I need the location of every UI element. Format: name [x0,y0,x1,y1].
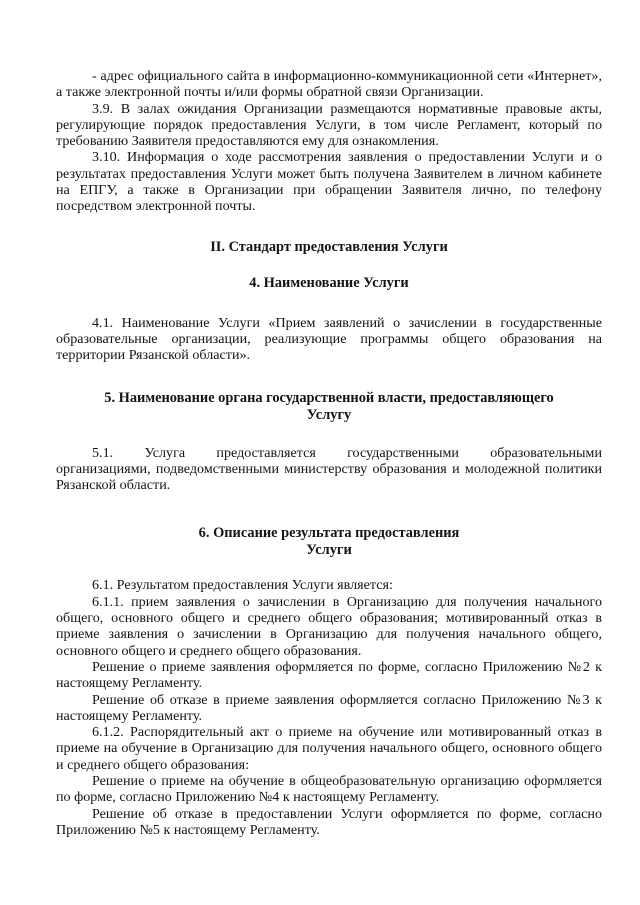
heading-6 [56,525,602,559]
heading-6-line1: 6. Описание результата предоставления [198,525,460,542]
paragraph-6-1: 6.1. Результатом предоставления Услуги является: [92,577,393,594]
heading-6-line2: Услуги [306,542,352,559]
heading-5-line1: 5. Наименование органа государственной власти, предоставляющего [104,389,554,406]
paragraph-decision-enroll: Решение о приеме на обучение в общеобразовательную организацию оформляется по форме, согласно Приложению №4 к настоящему Регламенту. [56,773,602,806]
paragraph-decision-reject: Решение об отказе в приеме заявления оформляется согласно Приложению №3 к настоящему Регламенту. [56,691,602,724]
document-body [56,68,606,838]
paragraph-4-1: 4.1. Наименование Услуги «Прием заявлений о зачислении в государственные образовательные организации, реализующие программы общего образования на территории Рязанской области». [56,314,602,364]
heading-4: 4. Наименование Услуги [249,274,409,291]
paragraph-3-9: 3.9. В залах ожидания Организации размещаются нормативные правовые акты, регулирующие порядок предоставления Услуги, в том числе Регламент, который по требованию Заявителя предоставляются ему для ознакомления. [56,100,602,150]
paragraph-decision-refuse-service: Решение об отказе в предоставлении Услуги оформляется по форме, согласно Приложению №5 к настоящему Регламенту. [56,805,602,838]
paragraph-decision-accept: Решение о приеме заявления оформляется по форме, согласно Приложению №2 к настоящему Регламенту. [56,658,602,692]
heading-5 [56,390,602,424]
paragraph-5-1: 5.1. Услуга предоставляется государственными образовательными организациями, подведомственными министерству образования и молодежной политики Рязанской области. [56,444,606,494]
heading-5-line2: Услугу [306,406,352,423]
paragraph-6-1-1: 6.1.1. прием заявления о зачислении в Организацию для получения начального общего, основного общего и среднего общего образования; мотивированный отказ в приеме заявления о зачислении в Организацию для получения начального общего, основного общего и среднего общего образования. [56,593,602,659]
paragraph-3-10: 3.10. Информация о ходе рассмотрения заявления о предоставлении Услуги и о результатах предоставления Услуги может быть получена Заявителем в личном кабинете на ЕПГУ, а также в Организации при обращении Заявителя лично, по телефону посредством электронной почты. [56,149,602,215]
paragraph-6-1-2: 6.1.2. Распорядительный акт о приеме на обучение или мотивированный отказ в приеме на обучение в Организацию для получения начального общего, основного общего и среднего общего образования: [56,724,602,773]
section-title: II. Стандарт предоставления Услуги [210,238,448,255]
paragraph-website-address: - адрес официального сайта в информационно-коммуникационной сети «Интернет», а также электронной почты и/или формы обратной связи Организации. [56,68,602,101]
